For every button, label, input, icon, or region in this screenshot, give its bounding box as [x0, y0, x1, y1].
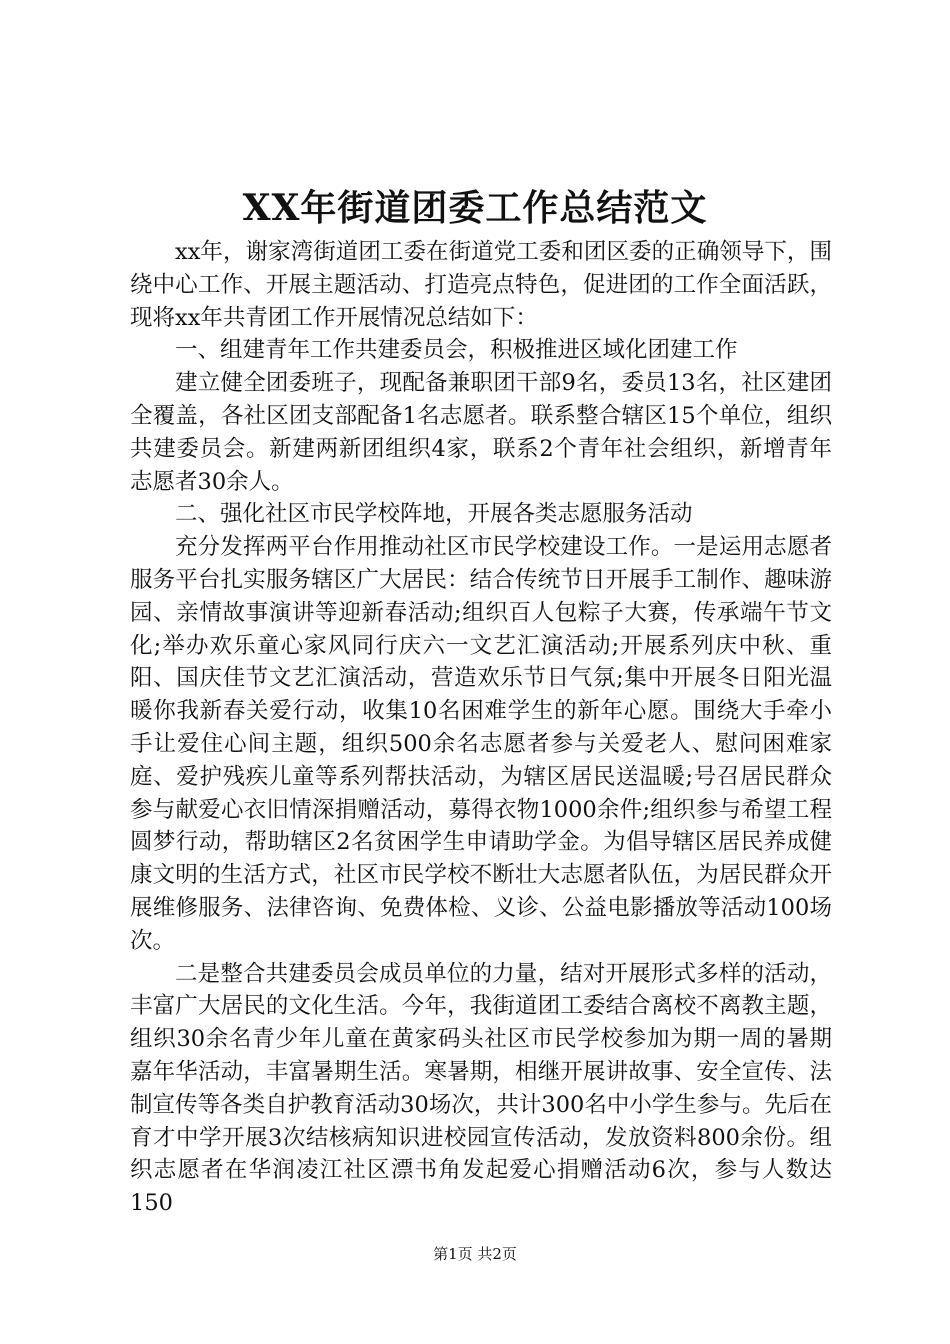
section-heading-2: 二、强化社区市民学校阵地，开展各类志愿服务活动 [175, 501, 693, 528]
page-number-footer: 第1页 共2页 [433, 1245, 517, 1263]
section-2-paragraph: 充分发挥两平台作用推动社区市民学校建设工作。一是运用志愿者服务平台扎实服务辖区广大居民：结合传统节日开展手工制作、趣味游园、亲情故事演讲等迎新春活动;组织百人包粽子大赛，传承端午节文化;举办欢乐童心家风同行庆六一文艺汇演活动;开展系列庆中秋、重阳、国庆佳节文艺汇演活动，营造欢乐节日气氛;集中开展冬日阳光温暖你我新春关爱行动，收集10名困难学生的新年心愿。围绕大手牵小手让爱住心间主题，组织500余名志愿者参与关爱老人、慰问困难家庭、爱护残疾儿童等系列帮扶活动，为辖区居民送温暖;号召居民群众参与献爱心衣旧情深捐赠活动，募得衣物1000余件;组织参与希望工程圆梦行动，帮助辖区2名贫困学生申请助学金。为倡导辖区居民养成健康文明的生活方式，社区市民学校不断壮大志愿者队伍，为居民群众开展维修服务、法律咨询、免费体检、义诊、公益电影播放等活动100场次。 [130, 534, 832, 954]
section-1-paragraph: 建立健全团委班子，现配备兼职团干部9名，委员13名，社区建团全覆盖，各社区团支部配备1名志愿者。联系整合辖区15个单位，组织共建委员会。新建两新团组织4家，联系2个青年社会组织，新增青年志愿者30余人。 [130, 370, 832, 495]
document-body [130, 236, 832, 1220]
section-2-paragraph-continued: 二是整合共建委员会成员单位的力量，结对开展形式多样的活动，丰富广大居民的文化生活。今年，我街道团工委结合离校不离教主题，组织30余名青少年儿童在黄家码头社区市民学校参加为期一周的暑期嘉年华活动，丰富暑期生活。寒暑期，相继开展讲故事、安全宣传、法制宣传等各类自护教育活动30场次，共计300名中小学生参与。先后在育才中学开展3次结核病知识进校园宣传活动，发放资料800余份。组织志愿者在华润凌江社区漂书角发起爱心捐赠活动6次，参与人数达150 [130, 960, 832, 1217]
intro-paragraph: xx年，谢家湾街道团工委在街道党工委和团区委的正确领导下，围绕中心工作、开展主题活动、打造亮点特色，促进团的工作全面活跃，现将xx年共青团工作开展情况总结如下： [130, 239, 832, 331]
document-title: XX年街道团委工作总结范文 [242, 187, 708, 229]
section-heading-1: 一、组建青年工作共建委员会，积极推进区域化团建工作 [175, 337, 738, 364]
